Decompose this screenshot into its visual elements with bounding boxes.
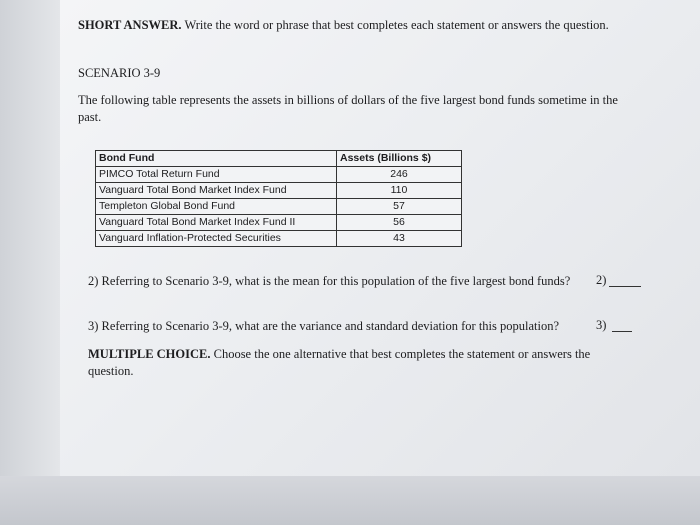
- question-3-answer-blank[interactable]: [612, 331, 632, 332]
- fund-assets: 43: [337, 231, 462, 247]
- table-row: [96, 183, 462, 199]
- multiple-choice-title: MULTIPLE CHOICE.: [88, 347, 211, 361]
- fund-assets: 110: [337, 183, 462, 199]
- fund-name: Vanguard Total Bond Market Index Fund II: [96, 215, 337, 231]
- question-2-answer-blank[interactable]: [609, 286, 641, 287]
- short-answer-header: [78, 17, 618, 34]
- fund-name: Vanguard Inflation-Protected Securities: [96, 231, 337, 247]
- question-3: 3) Referring to Scenario 3-9, what are the variance and standard deviation for this population?: [88, 319, 560, 333]
- scenario-description: The following table represents the assets in billions of dollars of the five largest bond funds sometime in the past.: [78, 93, 618, 124]
- table-row: [96, 199, 462, 215]
- fund-name: Vanguard Total Bond Market Index Fund: [96, 183, 337, 199]
- table-row: [96, 167, 462, 183]
- multiple-choice-instruction: Choose the one alternative that best completes the statement or answers the question.: [88, 347, 591, 378]
- question-2: 2) Referring to Scenario 3-9, what is the mean for this population of the five largest bond funds?: [88, 274, 571, 288]
- bond-funds-table: [95, 150, 462, 247]
- short-answer-title: SHORT ANSWER.: [78, 18, 182, 32]
- fund-name: Templeton Global Bond Fund: [96, 199, 337, 215]
- fund-name: PIMCO Total Return Fund: [96, 167, 337, 183]
- page-edge-shadow: [0, 0, 60, 476]
- desk-background: [0, 476, 700, 525]
- table-header-row: [96, 151, 462, 167]
- question-2-number: 2): [596, 273, 607, 287]
- fund-assets: 246: [337, 167, 462, 183]
- multiple-choice-header: [88, 346, 628, 380]
- header-bond-fund: Bond Fund: [96, 151, 337, 167]
- table-row: [96, 231, 462, 247]
- scenario-label: SCENARIO 3-9: [78, 66, 161, 80]
- fund-assets: 56: [337, 215, 462, 231]
- table-row: [96, 215, 462, 231]
- header-assets: Assets (Billions $): [337, 151, 462, 167]
- question-3-number: 3): [596, 318, 607, 332]
- fund-assets: 57: [337, 199, 462, 215]
- short-answer-instruction: Write the word or phrase that best completes each statement or answers the question.: [184, 18, 609, 32]
